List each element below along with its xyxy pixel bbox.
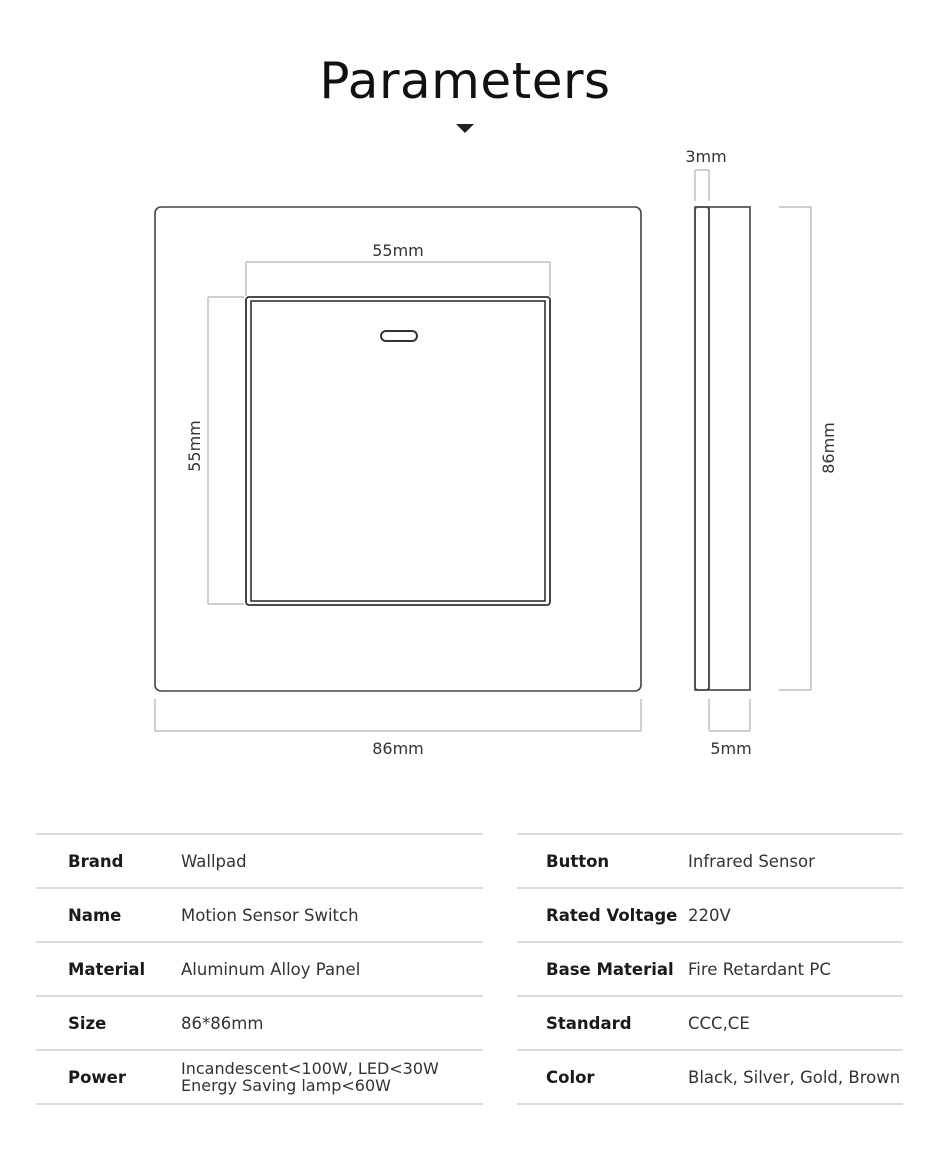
- spec-value: Motion Sensor Switch: [181, 905, 359, 925]
- spec-row: [517, 887, 903, 941]
- spec-label: Brand: [68, 851, 124, 871]
- inner-width-label: 55mm: [372, 241, 424, 260]
- spec-row: [36, 833, 483, 887]
- page-title: Parameters: [319, 52, 611, 110]
- inner-width-dimension-lines: [246, 262, 550, 296]
- inner-height-label: 55mm: [185, 420, 204, 472]
- sensor-window: [381, 331, 417, 341]
- spec-value-line: Energy Saving lamp<60W: [181, 1076, 391, 1095]
- spec-value: [181, 1060, 439, 1094]
- side-view-outline: [695, 207, 750, 690]
- spec-value: CCC,CE: [688, 1013, 750, 1033]
- spec-label: Name: [68, 905, 122, 925]
- spec-row: [517, 995, 903, 1049]
- spec-value: Fire Retardant PC: [688, 959, 831, 979]
- spec-label: Standard: [546, 1013, 632, 1033]
- button-outer-outline: [246, 297, 550, 605]
- spec-label: Color: [546, 1067, 595, 1087]
- front-width-label: 86mm: [372, 739, 424, 758]
- side-top-dimension-lines: [695, 170, 709, 201]
- spec-label: Material: [68, 959, 146, 979]
- spec-label: Power: [68, 1067, 126, 1087]
- spec-row: [36, 1049, 483, 1105]
- front-width-dimension-lines: [155, 699, 641, 731]
- front-panel-outline: [155, 207, 641, 691]
- spec-value: Aluminum Alloy Panel: [181, 959, 361, 979]
- spec-value: 220V: [688, 905, 731, 925]
- spec-value: Wallpad: [181, 851, 247, 871]
- button-inner-outline: [251, 301, 545, 601]
- side-view-panel: [695, 207, 709, 690]
- side-bottom-thickness-label: 5mm: [710, 739, 752, 758]
- side-height-dimension-lines: [779, 207, 811, 690]
- spec-row: [517, 833, 903, 887]
- spec-row: [36, 941, 483, 995]
- spec-value: Black, Silver, Gold, Brown: [688, 1067, 901, 1087]
- spec-value: 86*86mm: [181, 1013, 264, 1033]
- spec-label: Base Material: [546, 959, 674, 979]
- side-height-label: 86mm: [819, 422, 838, 474]
- spec-table-right: [517, 833, 903, 1105]
- spec-row: [517, 941, 903, 995]
- spec-table-left: [36, 833, 483, 1105]
- spec-row: [36, 995, 483, 1049]
- spec-label: Button: [546, 851, 610, 871]
- spec-value: Infrared Sensor: [688, 851, 815, 871]
- side-bottom-dimension-lines: [709, 699, 750, 731]
- side-top-thickness-label: 3mm: [685, 147, 727, 166]
- spec-label: Size: [68, 1013, 107, 1033]
- spec-row: [36, 887, 483, 941]
- spec-label: Rated Voltage: [546, 905, 678, 925]
- spec-row: [517, 1049, 903, 1105]
- inner-height-dimension-lines: [208, 297, 244, 604]
- spec-value-line: Incandescent<100W, LED<30W: [181, 1059, 439, 1078]
